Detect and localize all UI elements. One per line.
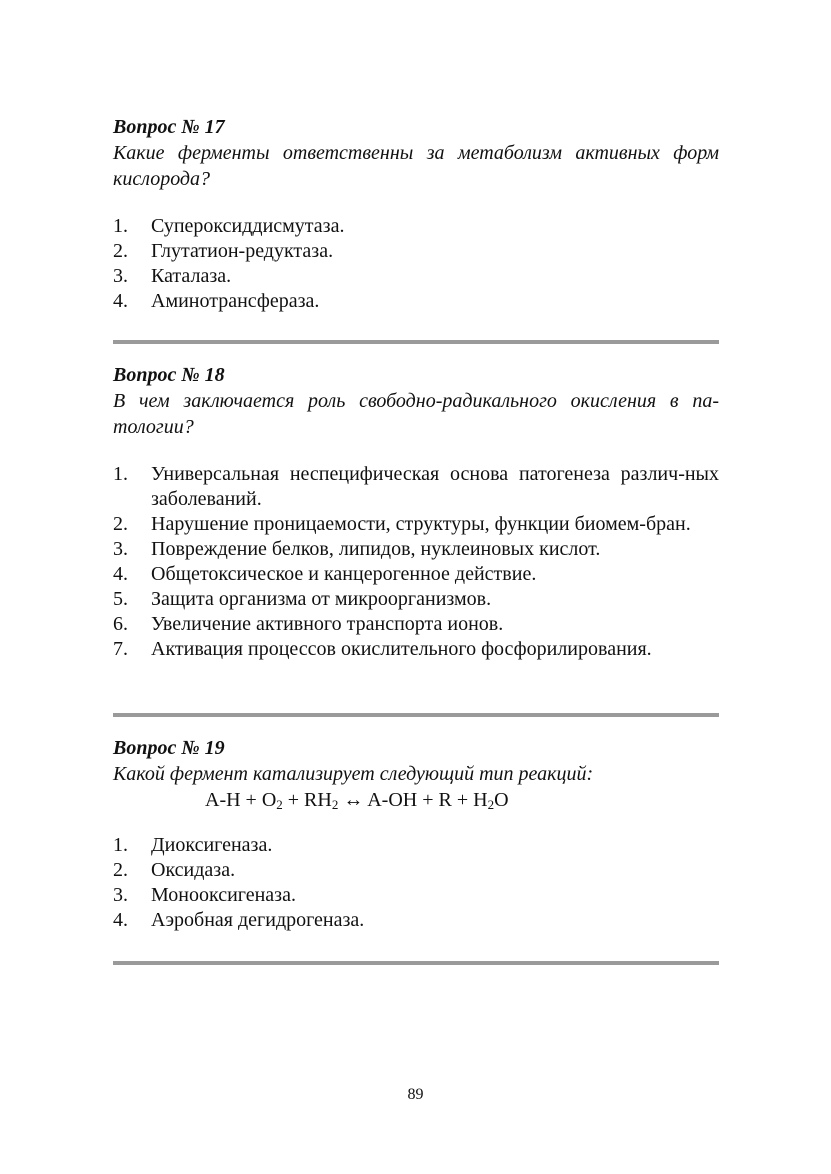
answer-text: Повреждение белков, липидов, нуклеиновых кислот.	[151, 538, 601, 560]
formula-subscript: 2	[331, 797, 339, 812]
question-title: Вопрос № 18	[113, 364, 225, 386]
answer-text: Универсальная неспецифическая основа патогенеза различ-ных заболеваний.	[151, 463, 719, 510]
answer-item	[113, 637, 719, 662]
question-text: Какие ферменты ответственны за метаболизм активных форм кислорода?	[113, 142, 719, 190]
answer-item	[113, 883, 719, 908]
answer-number: 4.	[113, 563, 128, 585]
answer-text: Глутатион-редуктаза.	[151, 240, 334, 262]
question-title: Вопрос № 17	[113, 116, 225, 138]
answer-list	[113, 833, 719, 933]
answer-text: Общетоксическое и канцерогенное действие.	[151, 563, 537, 585]
answer-number: 3.	[113, 884, 128, 906]
answer-list	[113, 214, 719, 314]
answer-text: Активация процессов окислительного фосфорилирования.	[151, 638, 652, 660]
answer-number: 2.	[113, 240, 128, 262]
answer-item	[113, 289, 719, 314]
question-text: В чем заключается роль свободно-радикального окисления в па-тологии?	[113, 390, 719, 438]
answer-text: Диоксигеназа.	[151, 834, 273, 856]
answer-list	[113, 462, 719, 662]
section-divider	[113, 340, 719, 344]
question-17	[113, 114, 719, 314]
answer-number: 1.	[113, 834, 128, 856]
question-text: Какой фермент катализирует следующий тип реакций:	[113, 763, 594, 785]
answer-text: Каталаза.	[151, 265, 232, 287]
question-18	[113, 362, 719, 662]
answer-number: 6.	[113, 613, 128, 635]
section-divider	[113, 713, 719, 717]
answer-number: 3.	[113, 265, 128, 287]
answer-item	[113, 858, 719, 883]
formula-subscript: 2	[487, 797, 495, 812]
answer-number: 5.	[113, 588, 128, 610]
answer-number: 2.	[113, 859, 128, 881]
formula-part: A-H + O	[205, 789, 277, 811]
question-19	[113, 735, 719, 933]
answer-item	[113, 214, 719, 239]
answer-number: 1.	[113, 463, 128, 485]
answer-text: Аминотрансфераза.	[151, 290, 320, 312]
answer-text: Нарушение проницаемости, структуры, функции биомем-бран.	[151, 513, 691, 535]
section-divider	[113, 961, 719, 965]
answer-item	[113, 537, 719, 562]
answer-item	[113, 462, 719, 512]
answer-item	[113, 587, 719, 612]
answer-item	[113, 239, 719, 264]
answer-text: Аэробная дегидрогеназа.	[151, 909, 365, 931]
answer-item	[113, 264, 719, 289]
answer-number: 4.	[113, 909, 128, 931]
answer-text: Увеличение активного транспорта ионов.	[151, 613, 504, 635]
answer-text: Оксидаза.	[151, 859, 236, 881]
answer-text: Защита организма от микроорганизмов.	[151, 588, 492, 610]
answer-item	[113, 562, 719, 587]
answer-item	[113, 833, 719, 858]
answer-number: 1.	[113, 215, 128, 237]
answer-item	[113, 908, 719, 933]
answer-number: 3.	[113, 538, 128, 560]
answer-item	[113, 512, 719, 537]
answer-number: 4.	[113, 290, 128, 312]
answer-number: 7.	[113, 638, 128, 660]
reaction-formula	[205, 787, 719, 813]
answer-text: Монооксигеназа.	[151, 884, 296, 906]
answer-text: Супероксиддисмутаза.	[151, 215, 345, 237]
answer-number: 2.	[113, 513, 128, 535]
formula-part: O	[494, 789, 509, 811]
formula-part: + RH	[282, 789, 332, 811]
formula-subscript: 2	[276, 797, 283, 812]
question-title: Вопрос № 19	[113, 737, 225, 759]
page-number: 89	[407, 1086, 424, 1103]
answer-item	[113, 612, 719, 637]
formula-part: ↔ A-OH + R + H	[338, 789, 488, 811]
